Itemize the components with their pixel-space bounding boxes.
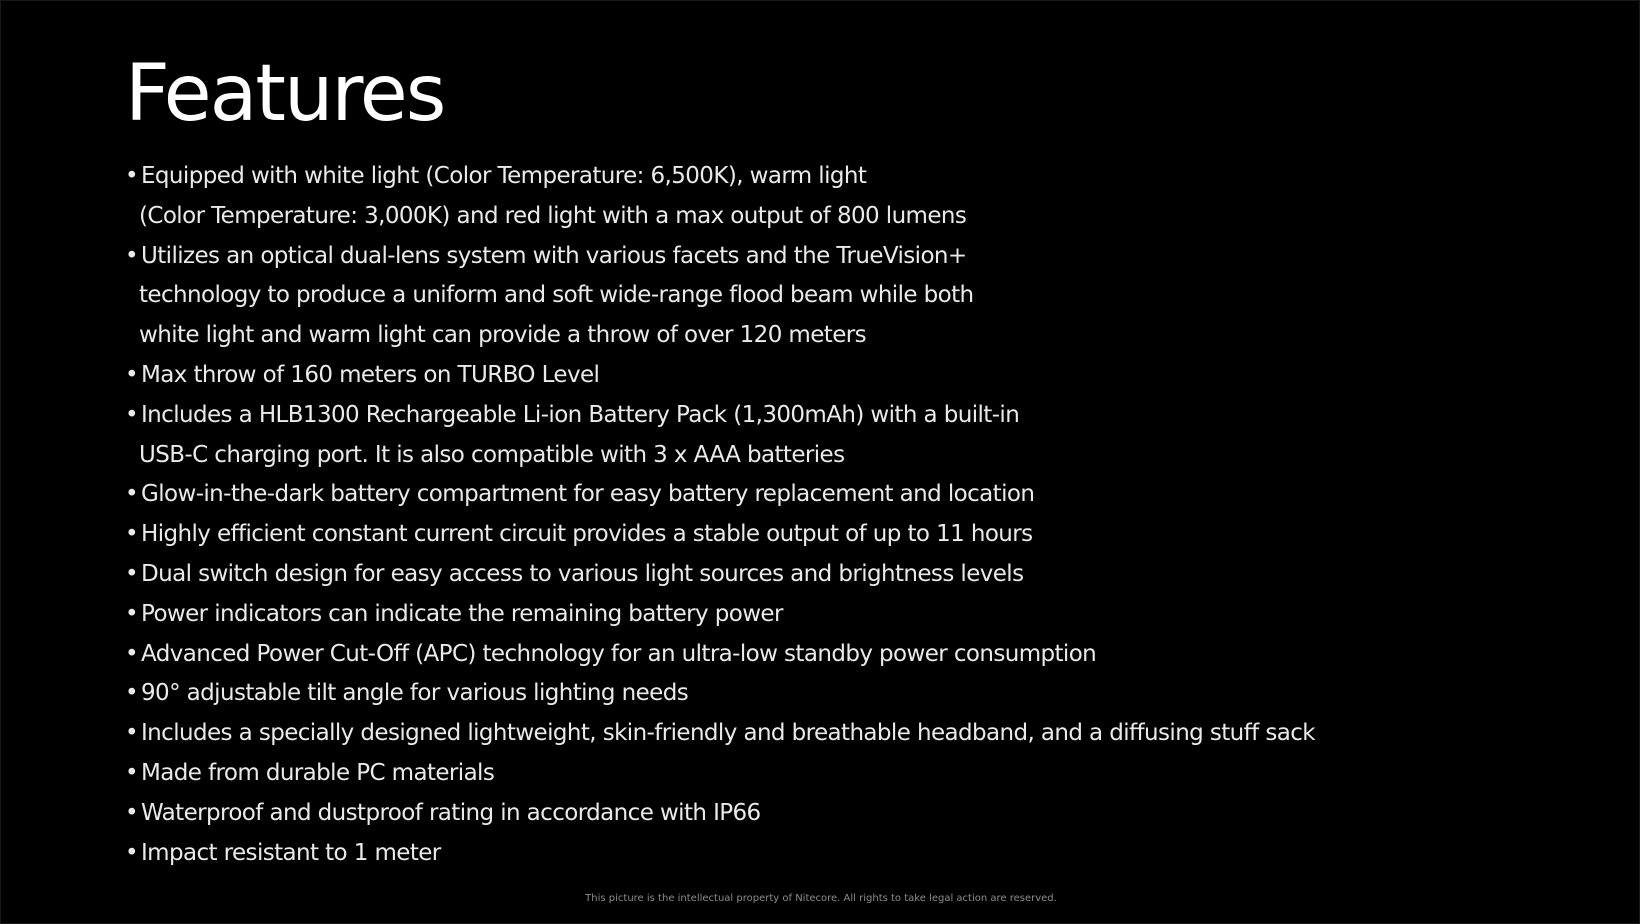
feature-item-continuation: [125, 436, 1585, 476]
feature-text: 90° adjustable tilt angle for various lighting needs: [141, 680, 689, 707]
feature-item: [125, 237, 1585, 277]
bullet-icon: •: [125, 560, 138, 587]
page-title: Features: [125, 49, 445, 139]
feature-text: Utilizes an optical dual-lens system with various facets and the TrueVision+: [141, 242, 967, 269]
feature-text: Highly efficient constant current circuit provides a stable output of up to 11 hours: [141, 521, 1033, 548]
bullet-icon: •: [125, 361, 138, 388]
feature-text: Glow-in-the-dark battery compartment for easy battery replacement and location: [141, 481, 1035, 508]
feature-text: Power indicators can indicate the remaining battery power: [141, 600, 783, 627]
feature-item: [125, 754, 1585, 794]
feature-text: (Color Temperature: 3,000K) and red light with a max output of 800 lumens: [139, 202, 967, 229]
feature-item: [125, 475, 1585, 515]
feature-item-continuation: [125, 197, 1585, 237]
feature-text: Waterproof and dustproof rating in accordance with IP66: [141, 799, 761, 826]
bullet-icon: •: [125, 680, 138, 707]
feature-text: Made from durable PC materials: [141, 759, 495, 786]
feature-item: [125, 834, 1585, 874]
feature-item-continuation: [125, 316, 1585, 356]
copyright-notice: This picture is the intellectual property of Nitecore. All rights to take legal action are reserved.: [585, 893, 1057, 904]
feature-text: USB-C charging port. It is also compatible with 3 x AAA batteries: [139, 441, 845, 468]
feature-text: Includes a HLB1300 Rechargeable Li-ion Battery Pack (1,300mAh) with a built-in: [141, 401, 1020, 428]
features-list: [125, 157, 1585, 873]
feature-item: [125, 635, 1585, 675]
feature-item: [125, 157, 1585, 197]
feature-item: [125, 674, 1585, 714]
feature-text: Dual switch design for easy access to various light sources and brightness levels: [141, 560, 1024, 587]
bullet-icon: •: [125, 242, 138, 269]
feature-item: [125, 794, 1585, 834]
feature-item: [125, 396, 1585, 436]
feature-item: [125, 714, 1585, 754]
feature-text: Impact resistant to 1 meter: [141, 839, 441, 866]
feature-text: technology to produce a uniform and soft wide-range flood beam while both: [139, 282, 974, 309]
feature-item-continuation: [125, 276, 1585, 316]
feature-text: Advanced Power Cut-Off (APC) technology for an ultra-low standby power consumption: [141, 640, 1097, 667]
feature-item: [125, 595, 1585, 635]
bullet-icon: •: [125, 401, 138, 428]
feature-text: Equipped with white light (Color Temperature: 6,500K), warm light: [141, 163, 867, 189]
feature-item: [125, 356, 1585, 396]
bullet-icon: •: [125, 521, 138, 548]
bullet-icon: •: [125, 600, 138, 627]
bullet-icon: •: [125, 839, 138, 866]
feature-text: white light and warm light can provide a throw of over 120 meters: [139, 322, 866, 349]
bullet-icon: •: [125, 640, 138, 667]
bullet-icon: •: [125, 720, 138, 747]
feature-text: Max throw of 160 meters on TURBO Level: [141, 361, 600, 388]
feature-item: [125, 555, 1585, 595]
feature-text: Includes a specially designed lightweight, skin-friendly and breathable headband, and a diffusing stuff sack: [141, 720, 1316, 747]
bullet-icon: •: [125, 799, 138, 826]
bullet-icon: •: [125, 163, 138, 189]
bullet-icon: •: [125, 481, 138, 508]
bullet-icon: •: [125, 759, 138, 786]
feature-item: [125, 515, 1585, 555]
